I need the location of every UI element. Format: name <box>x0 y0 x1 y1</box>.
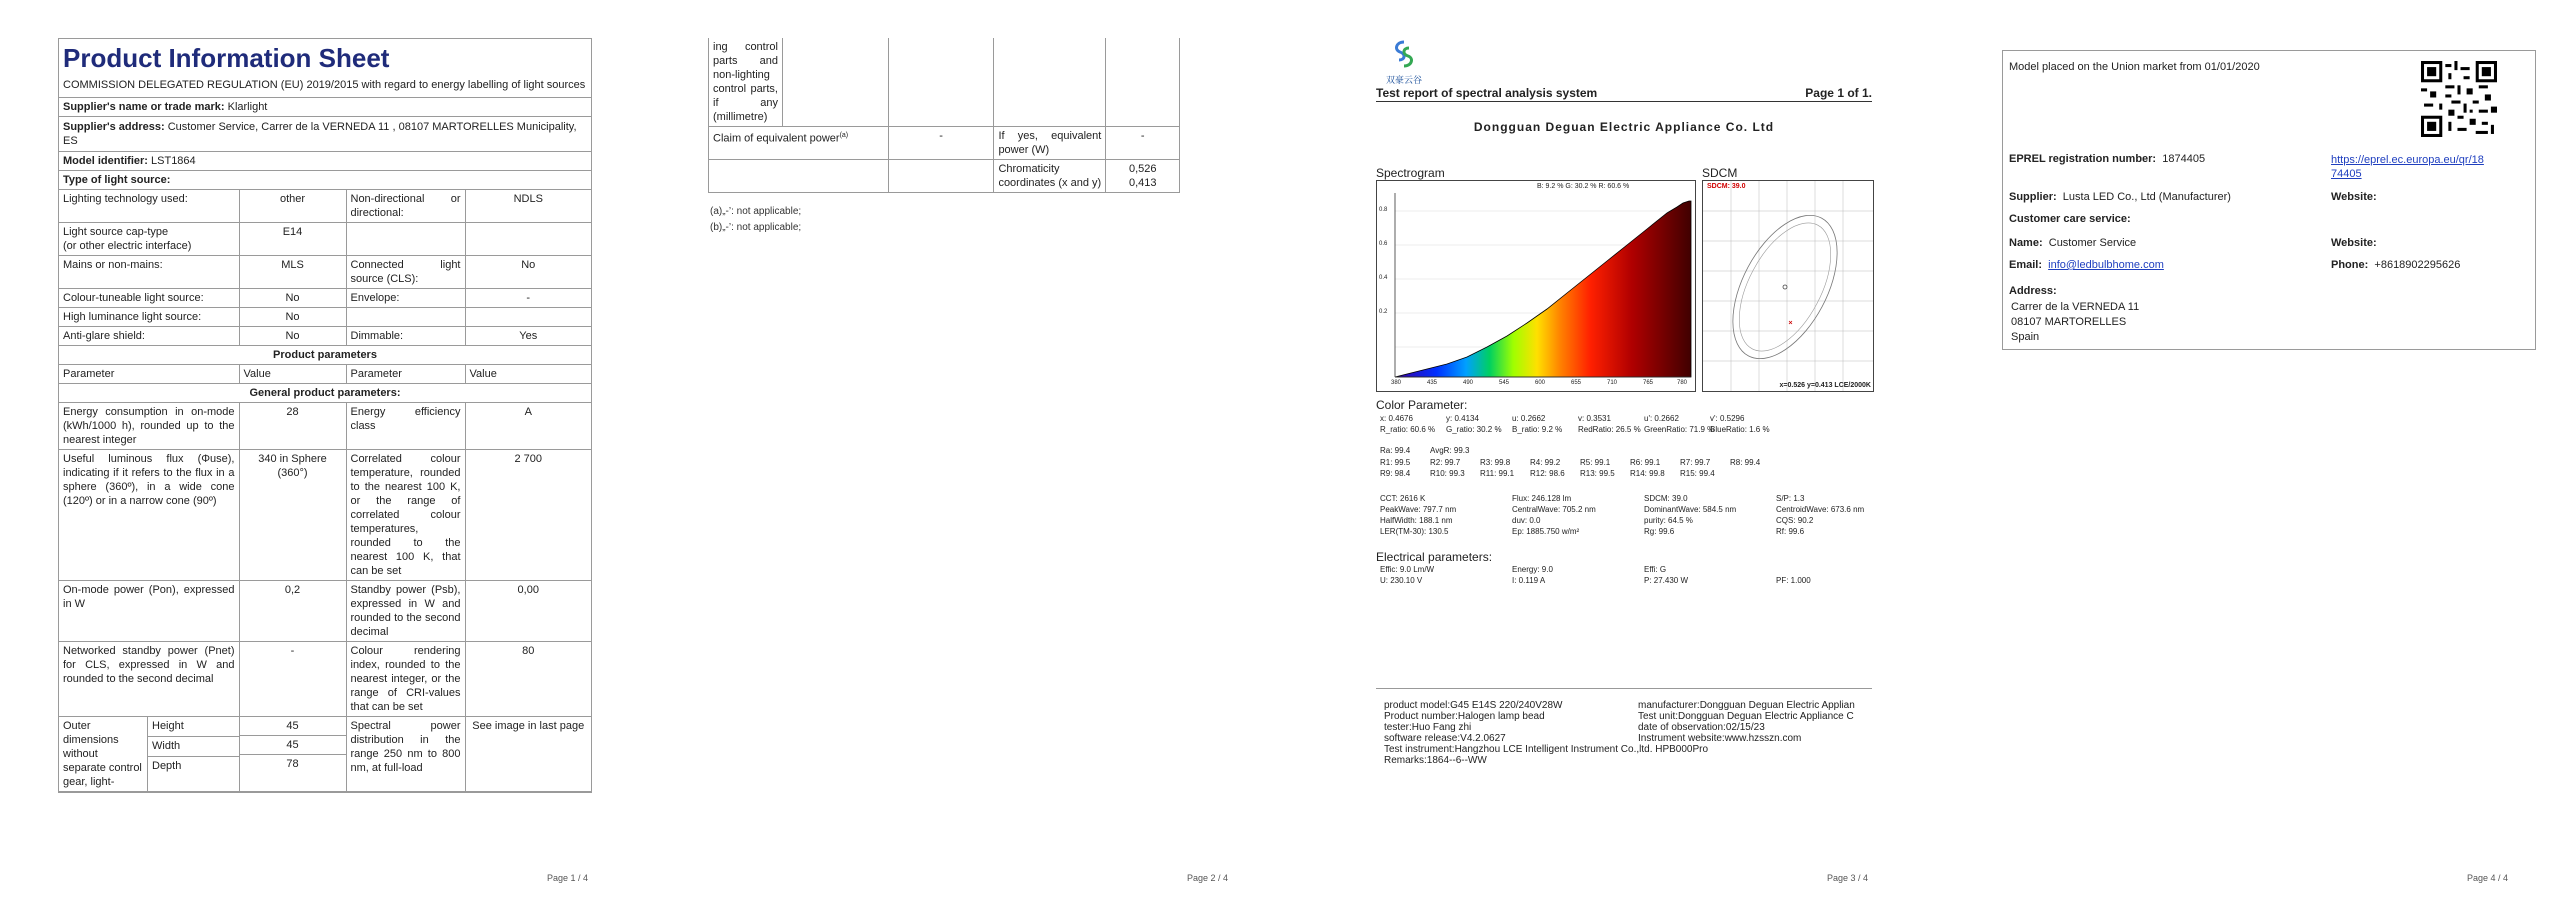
cri-label: Colour rendering index, rounded to the nearest integer, or the range of CRI-values that can be set <box>346 642 465 717</box>
x-tick-5: 655 <box>1571 380 1582 386</box>
r4: R4: 99.2 <box>1530 458 1561 467</box>
continued-label: ing control parts and non-lighting control parts, if any (millimetre) <box>709 38 783 127</box>
address-label: Address: <box>2009 285 2057 297</box>
psb-value: 0,00 <box>465 581 591 642</box>
footnote-b: (b)„-’: not applicable; <box>710 222 802 233</box>
color-param-label: Color Parameter: <box>1376 398 1468 412</box>
g-ratio: G_ratio: 30.2 % <box>1446 425 1502 434</box>
rg: Rg: 99.6 <box>1644 527 1675 536</box>
supplier-label: Supplier's name or trade mark: <box>63 101 225 113</box>
pnet-label: Networked standby power (Pnet) for CLS, expressed in W and rounded to the second decimal <box>59 642 239 717</box>
placed-on-market: Model placed on the Union market from 01/01/2020 <box>2009 61 2260 73</box>
color-v: v: 0.3531 <box>1578 414 1611 423</box>
cap-label: Light source cap-type (or other electric interface) <box>59 223 239 256</box>
model-value: LST1864 <box>151 155 196 167</box>
outer-dimensions-cell <box>59 717 239 792</box>
info-divider <box>1376 688 1872 689</box>
r-ratio: R_ratio: 60.6 % <box>1380 425 1436 434</box>
address-label: Supplier's address: <box>63 121 165 133</box>
mains-label: Mains or non-mains: <box>59 256 239 289</box>
product-information-sheet <box>58 38 592 793</box>
r3: R3: 99.8 <box>1480 458 1511 467</box>
rf: Rf: 99.6 <box>1776 527 1805 536</box>
eclass-label: Energy efficiency class <box>346 403 465 450</box>
page-3 <box>1280 0 1920 905</box>
sdcm-svg <box>1703 181 1873 391</box>
r1: R1: 99.5 <box>1380 458 1411 467</box>
cls-label: Connected light source (CLS): <box>346 256 465 289</box>
pnet-value: - <box>239 642 346 717</box>
address-lines: Carrer de la VERNEDA 11 08107 MARTORELLES Spain <box>2011 301 2140 343</box>
spectrogram-chart <box>1376 180 1696 392</box>
sheet-title: Product Information Sheet <box>63 43 390 73</box>
avg-r: AvgR: 99.3 <box>1430 446 1470 455</box>
y-tick-3: 0.2 <box>1379 309 1388 315</box>
outer-label: Outer dimensions without separate control gear, light- <box>59 717 148 791</box>
brand-logo <box>1369 40 1439 86</box>
r13: R13: 99.5 <box>1580 469 1615 478</box>
qr-code-icon <box>2421 61 2497 137</box>
r9: R9: 98.4 <box>1380 469 1411 478</box>
r14: R14: 99.8 <box>1630 469 1665 478</box>
sdcm-value: SDCM: 39.0 <box>1707 183 1746 190</box>
x-tick-4: 600 <box>1535 380 1546 386</box>
spectrum-area <box>1395 201 1691 377</box>
general-params-header: General product parameters: <box>59 384 591 403</box>
energy-label: Energy consumption in on-mode (kWh/1000 h), rounded up to the nearest integer <box>59 403 239 450</box>
x-tick-3: 545 <box>1499 380 1510 386</box>
product-params-header: Product parameters <box>59 346 591 365</box>
sdcm-caption: x=0.526 y=0.413 LCE/2000K <box>1779 382 1871 389</box>
cct-value: 2 700 <box>465 450 591 581</box>
x-tick-8: 780 <box>1677 380 1688 386</box>
cri-value: 80 <box>465 642 591 717</box>
website-label-2: Website: <box>2331 237 2377 249</box>
tune-label: Colour-tuneable light source: <box>59 289 239 308</box>
r12: R12: 98.6 <box>1530 469 1565 478</box>
page-1 <box>0 0 640 905</box>
r2: R2: 99.7 <box>1430 458 1461 467</box>
tune-value: No <box>239 289 346 308</box>
flux-label: Useful luminous flux (Φuse), indicating if it refers to the flux in a sphere (360º), in a wide cone (120º) or in a narrow cone (90º) <box>59 450 239 581</box>
y-tick-2: 0.4 <box>1379 275 1388 281</box>
pon-value: 0,2 <box>239 581 346 642</box>
dim-label: Dimmable: <box>346 327 465 346</box>
x-tick-2: 490 <box>1463 380 1474 386</box>
glare-value: No <box>239 327 346 346</box>
width-value: 45 <box>240 736 346 755</box>
dimension-values-cell <box>239 717 346 792</box>
continued-table <box>708 38 1280 193</box>
page-2 <box>640 0 1280 905</box>
claim-label: Claim of equivalent power$^{(a)}$ <box>709 127 889 160</box>
green-ratio: GreenRatio: 71.9 % <box>1644 425 1715 434</box>
color-u-prime: u': 0.2662 <box>1644 414 1679 423</box>
model-label: Model identifier: <box>63 155 148 167</box>
ler: LER(TM-30): 130.5 <box>1380 527 1449 536</box>
color-y: y: 0.4134 <box>1446 414 1479 423</box>
col-value-2: Value <box>465 365 591 384</box>
page-number-3: Page 3 / 4 <box>1826 873 1868 883</box>
purity: purity: 64.5 % <box>1644 516 1693 525</box>
supplier-row <box>59 97 591 116</box>
depth-label: Depth <box>152 760 182 772</box>
r11: R11: 99.1 <box>1480 469 1515 478</box>
page-number-4: Page 4 / 4 <box>2466 873 2508 883</box>
email-link[interactable]: info@ledbulbhome.com <box>2048 259 2164 271</box>
website-label: Website: <box>2331 191 2377 203</box>
brand-logo-icon <box>1391 40 1417 68</box>
spectrogram-label: Spectrogram <box>1376 166 1445 180</box>
glare-label: Anti-glare shield: <box>59 327 239 346</box>
centroid-wave: CentroidWave: 673.6 nm <box>1776 505 1865 514</box>
r6: R6: 99.1 <box>1630 458 1661 467</box>
env-value: - <box>465 289 591 308</box>
power-factor: PF: 1.000 <box>1776 576 1811 585</box>
brand-logo-text: 双豪云谷 <box>1385 75 1422 85</box>
hl-value: No <box>239 308 346 327</box>
address-value: Customer Service, Carrer de la VERNEDA 11 , 08107 MARTORELLES Municipality, ES <box>63 121 577 147</box>
address-row <box>59 116 591 151</box>
y-tick-1: 0.6 <box>1379 241 1388 247</box>
sheet-subtitle: COMMISSION DELEGATED REGULATION (EU) 2019/2015 with regard to energy labelling of light sources <box>63 79 586 91</box>
ra: Ra: 99.4 <box>1380 446 1411 455</box>
color-x: x: 0.4676 <box>1380 414 1413 423</box>
page-4 <box>1920 0 2560 905</box>
cct: CCT: 2616 K <box>1380 494 1426 503</box>
eprel-card <box>2002 50 2536 350</box>
psb-label: Standby power (Psb), expressed in W and rounded to the second decimal <box>346 581 465 642</box>
report-title: Test report of spectral analysis system <box>1376 86 1598 100</box>
red-ratio: RedRatio: 26.5 % <box>1578 425 1641 434</box>
r7: R7: 99.7 <box>1680 458 1711 467</box>
spd-value: See image in last page <box>465 717 591 792</box>
eprel-row: EPREL registration number: 1874405 <box>2009 153 2206 165</box>
duv: duv: 0.0 <box>1512 516 1541 525</box>
cap-value: E14 <box>239 223 346 256</box>
spd-label: Spectral power distribution in the range 250 nm to 800 nm, at full-load <box>346 717 465 792</box>
equiv-value: - <box>1106 127 1180 160</box>
effic: Effic: 9.0 Lm/W <box>1380 565 1435 574</box>
page-number-1: Page 1 / 4 <box>546 873 588 883</box>
power: P: 27.430 W <box>1644 576 1689 585</box>
elec-param-label: Electrical parameters: <box>1376 550 1493 564</box>
ep: Ep: 1885.750 w/m² <box>1512 527 1580 536</box>
height-value: 45 <box>240 717 346 736</box>
claim-value: - <box>888 127 994 160</box>
peak-wave: PeakWave: 797.7 nm <box>1380 505 1457 514</box>
report-header <box>1376 86 1872 102</box>
col-value-1: Value <box>239 365 346 384</box>
tech-value: other <box>239 190 346 223</box>
dir-value: NDLS <box>465 190 591 223</box>
email-row: Email: info@ledbulbhome.com <box>2009 259 2164 271</box>
company-name: Dongguan Deguan Electric Appliance Co. Ltd <box>1473 120 1775 134</box>
eclass-value: A <box>465 403 591 450</box>
env-label: Envelope: <box>346 289 465 308</box>
tech-label: Lighting technology used: <box>59 190 239 223</box>
flux: Flux: 246.128 lm <box>1512 494 1572 503</box>
eprel-link[interactable]: https://eprel.ec.europa.eu/qr/18 74405 <box>2331 154 2484 180</box>
spectrogram-legend: B: 9.2 % G: 30.2 % R: 60.6 % <box>1537 183 1630 190</box>
model-row <box>59 151 591 170</box>
cls-value: No <box>465 256 591 289</box>
name-row: Name: Customer Service <box>2009 237 2137 249</box>
voltage: U: 230.10 V <box>1380 576 1423 585</box>
half-width: HalfWidth: 188.1 nm <box>1380 516 1453 525</box>
x-tick-0: 380 <box>1391 380 1402 386</box>
info-right: manufacturer:Dongguan Deguan Electric Applian Test unit:Dongguan Deguan Electric Appliance C date of observation:02/15/23 Instrument website:www.hzsszn.com <box>1638 700 1855 744</box>
chroma-values: 0,526 0,413 <box>1106 160 1180 193</box>
current: I: 0.119 A <box>1512 576 1546 585</box>
x-tick-1: 435 <box>1427 380 1438 386</box>
effi: Effi: G <box>1644 565 1667 574</box>
r15: R15: 99.4 <box>1680 469 1715 478</box>
x-tick-6: 710 <box>1607 380 1618 386</box>
cct-label: Correlated colour temperature, rounded to the nearest 100 K, or the range of correlated colour temperatures, rounded to the nearest 100 K, that can be set <box>346 450 465 581</box>
b-ratio: B_ratio: 9.2 % <box>1512 425 1563 434</box>
light-source-table <box>59 190 591 792</box>
sdcm-label: SDCM <box>1702 166 1738 180</box>
r5: R5: 99.1 <box>1580 458 1611 467</box>
sdcm-chart <box>1702 180 1874 392</box>
dir-label: Non-directional or directional: <box>346 190 465 223</box>
r10: R10: 99.3 <box>1430 469 1465 478</box>
depth-value: 78 <box>286 758 299 770</box>
report-page: Page 1 of 1. <box>1805 86 1872 100</box>
mains-value: MLS <box>239 256 346 289</box>
central-wave: CentralWave: 705.2 nm <box>1512 505 1596 514</box>
equiv-label: If yes, equivalent power (W) <box>994 127 1106 160</box>
type-of-light-source: Type of light source: <box>59 170 591 189</box>
col-param-2: Parameter <box>346 365 465 384</box>
supplier-value: Klarlight <box>227 101 268 113</box>
color-v-prime: v': 0.5296 <box>1710 414 1745 423</box>
blue-ratio: BlueRatio: 1.6 % <box>1710 425 1770 434</box>
energy: Energy: 9.0 <box>1512 565 1553 574</box>
r8: R8: 99.4 <box>1730 458 1761 467</box>
s-p: S/P: 1.3 <box>1776 494 1805 503</box>
x-tick-7: 765 <box>1643 380 1654 386</box>
width-label: Width <box>148 736 239 756</box>
flux-value: 340 in Sphere (360°) <box>239 450 346 581</box>
footnote-a: (a)„-’: not applicable; <box>710 206 802 217</box>
y-tick-0: 0.8 <box>1379 207 1388 213</box>
info-left: product model:G45 E14S 220/240V28W Product number:Halogen lamp bead tester:Huo Fang zhi software release:V4.2.0627 Test instrument:Hangzhou LCE Intelligent Instrument Co.,ltd. HPB000Pro Remarks:1864--6--WW <box>1384 700 1709 766</box>
sdcm: SDCM: 39.0 <box>1644 494 1688 503</box>
energy-value: 28 <box>239 403 346 450</box>
hl-label: High luminance light source: <box>59 308 239 327</box>
phone-row: Phone: +8618902295626 <box>2331 259 2461 271</box>
chroma-label: Chromaticity coordinates (x and y) <box>994 160 1106 193</box>
height-label: Height <box>148 717 239 736</box>
dim-value: Yes <box>465 327 591 346</box>
color-u: u: 0.2662 <box>1512 414 1546 423</box>
pon-label: On-mode power (Pon), expressed in W <box>59 581 239 642</box>
spectrogram-svg <box>1377 181 1695 391</box>
customer-care-label: Customer care service: <box>2009 213 2131 225</box>
page-number-2: Page 2 / 4 <box>1186 873 1228 883</box>
dominant-wave: DominantWave: 584.5 nm <box>1644 505 1737 514</box>
cqs: CQS: 90.2 <box>1776 516 1814 525</box>
col-param-1: Parameter <box>59 365 239 384</box>
supplier-row: Supplier: Lusta LED Co., Ltd (Manufacturer) <box>2009 191 2231 203</box>
